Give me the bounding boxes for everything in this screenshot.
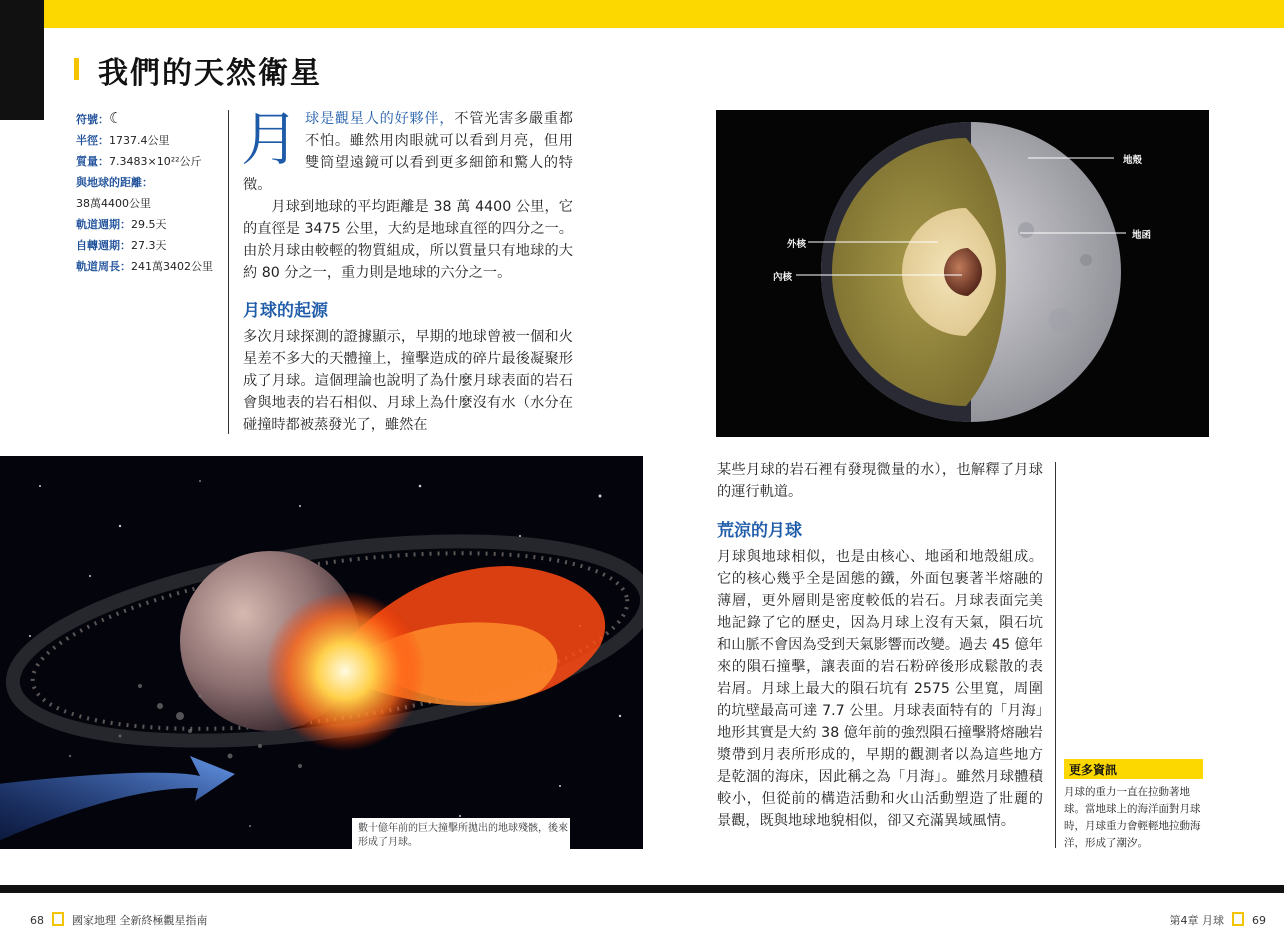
fact-rotation-period: 自轉週期：27.3天 bbox=[76, 239, 167, 252]
column-divider-left bbox=[228, 110, 229, 434]
label-crust: 地殼 bbox=[1123, 155, 1143, 166]
fact-mass: 質量：7.3483×10²²公斤 bbox=[76, 155, 202, 168]
article-column-1 bbox=[241, 105, 573, 436]
title-marker bbox=[74, 58, 79, 80]
book-title: 國家地理 全新終極觀星指南 bbox=[72, 914, 208, 927]
page-title: 我們的天然衛星 bbox=[98, 56, 322, 91]
fact-orbit-circumference: 軌道周長：241萬3402公里 bbox=[76, 260, 213, 273]
moon-interior-diagram bbox=[716, 110, 1209, 437]
fact-orbital-period: 軌道週期：29.5天 bbox=[76, 218, 167, 231]
label-outer-core: 外核 bbox=[787, 239, 807, 250]
top-yellow-bar bbox=[44, 0, 1284, 28]
intro-paragraph: 月球是觀星人的好夥伴，不管光害多嚴重都不怕。雖然用肉眼就可以看到月亮，但用雙筒望遠鏡可以看到更多細節和驚人的特徵。 bbox=[241, 105, 573, 193]
fact-symbol: 符號：☾ bbox=[76, 109, 123, 127]
more-info-text: 月球的重力一直在拉動著地球。當地球上的海洋面對月球時，月球重力會輕輕地拉動海洋，形成了潮汐。 bbox=[1064, 786, 1201, 849]
moon-facts bbox=[76, 108, 226, 277]
yellow-box-icon bbox=[1232, 912, 1244, 926]
chapter-black-tab bbox=[0, 0, 44, 120]
dropcap: 月 bbox=[241, 105, 300, 173]
origin-paragraph-continued: 某些月球的岩石裡有發現微量的水），也解釋了月球的運行軌道。 bbox=[717, 462, 1043, 500]
giant-impact-illustration bbox=[0, 456, 643, 849]
footer-right bbox=[1170, 912, 1267, 928]
heading-desolate-moon: 荒涼的月球 bbox=[717, 521, 802, 541]
fact-distance: 與地球的距離： 38萬4400公里 bbox=[76, 176, 153, 210]
heading-origin: 月球的起源 bbox=[243, 301, 328, 321]
image-caption: 數十億年前的巨大撞擊所拋出的地球殘骸，後來形成了月球。 bbox=[352, 818, 570, 849]
article-column-2 bbox=[717, 459, 1043, 832]
fact-radius: 半徑：1737.4公里 bbox=[76, 134, 170, 147]
origin-paragraph: 多次月球探測的證據顯示，早期的地球曾被一個和火星差不多大的天體撞上，撞擊造成的碎片最後凝聚形成了月球。這個理論也說明了為什麼月球表面的岩石會與地表的岩石相似、月球上為什麼沒有水（水分在碰撞時都被蒸發光了，雖然在 bbox=[243, 329, 573, 433]
distance-paragraph: 月球到地球的平均距離是 38 萬 4400 公里，它的直徑是 3475 公里，大約是地球直徑的四分之一。由於月球由較輕的物質組成，所以質量只有地球的大約 80 分之一，重力則是地球的六分之一。 bbox=[243, 199, 573, 281]
desolate-paragraph: 月球與地球相似，也是由核心、地函和地殼組成。它的核心幾乎全是固態的鐵，外面包裹著半熔融的薄層，更外層則是密度較低的岩石。月球表面完美地記錄了它的歷史，因為月球上沒有天氣，隕石坑和山脈不會因為受到天氣影響而改變。過去 45 億年來的隕石撞擊，讓表面的岩石粉碎後形成鬆散的表岩屑。月球上最大的隕石坑有 2575 公里寬，周圍的坑壁最高可達 7.7 公里。月球表面特有的「月海」地形其實是大約 38 億年前的強烈隕石撞擊將熔融岩漿帶到月表所形成的，早期的觀測者以為這些地方是乾涸的海床，因此稱之為「月海」。雖然月球體積較小，但從前的構造活動和火山活動塑造了壯麗的景觀，既與地球地貌相似，卻又充滿異域風情。 bbox=[717, 549, 1043, 829]
chapter-label: 第4章 月球 bbox=[1169, 914, 1224, 927]
footer-rule bbox=[0, 885, 1284, 893]
yellow-box-icon bbox=[52, 912, 64, 926]
footer-left bbox=[30, 912, 208, 928]
left-page-number: 68 bbox=[30, 914, 44, 927]
more-info-title: 更多資訊 bbox=[1064, 759, 1203, 779]
label-inner-core: 內核 bbox=[773, 272, 793, 283]
right-page-number: 69 bbox=[1252, 914, 1266, 927]
column-divider-right bbox=[1055, 462, 1056, 848]
label-mantle: 地函 bbox=[1132, 230, 1152, 241]
